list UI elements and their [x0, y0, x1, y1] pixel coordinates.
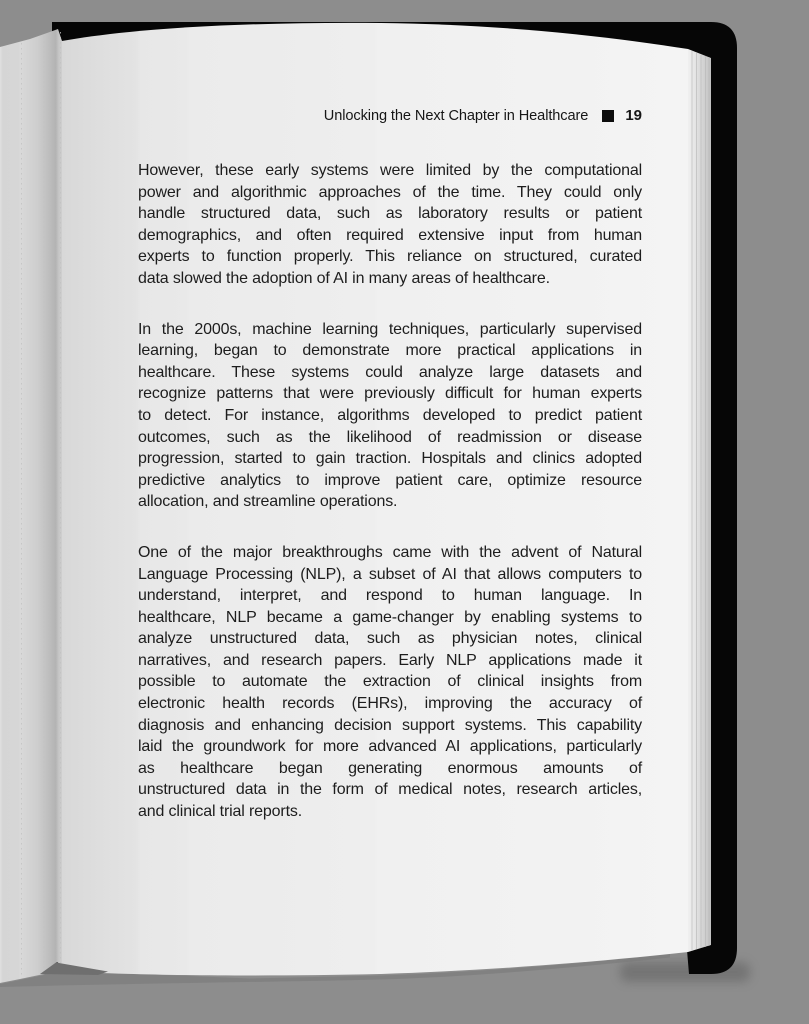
body-line: recognize patterns that were previously difficult for human experts: [138, 385, 642, 403]
body-line: progression, started to gain traction. Hospitals and clinics adopted: [138, 450, 642, 468]
body-line: data slowed the adoption of AI in many areas of healthcare.: [138, 269, 550, 287]
body-line: experts to function properly. This reliance on structured, curated: [138, 248, 642, 266]
body-line: unstructured data in the form of medical notes, research articles,: [138, 781, 642, 799]
body-line: Language Processing (NLP), a subset of AI that allows computers to: [138, 565, 642, 583]
body-line: possible to automate the extraction of clinical insights from: [138, 673, 642, 691]
body-line: demographics, and often required extensive input from human: [138, 226, 642, 244]
page-number: 19: [625, 107, 642, 124]
square-bullet-icon: [602, 110, 614, 122]
paragraph: [138, 319, 642, 513]
body-line: electronic health records (EHRs), improving the accuracy of: [138, 695, 642, 713]
body-line: as healthcare began generating enormous amounts of: [138, 759, 642, 777]
body-line: laid the groundwork for more advanced AI applications, particularly: [138, 738, 642, 756]
body-line: analyze unstructured data, such as physician notes, clinical: [138, 630, 642, 648]
body-line: allocation, and streamline operations.: [138, 493, 398, 511]
page-body: [138, 160, 642, 852]
running-title: Unlocking the Next Chapter in Healthcare: [323, 107, 589, 124]
page-header: [138, 107, 642, 124]
paragraph: [138, 542, 642, 823]
body-line: narratives, and research papers. Early NLP applications made it: [138, 651, 642, 669]
fore-edge-pages: [688, 49, 711, 952]
body-line: healthcare. These systems could analyze large datasets and: [138, 363, 642, 381]
body-line: In the 2000s, machine learning techniques, particularly supervised: [138, 320, 642, 338]
body-line: predictive analytics to improve patient care, optimize resource: [138, 471, 642, 489]
body-line: healthcare, NLP became a game-changer by enabling systems to: [138, 608, 642, 626]
body-line: power and algorithmic approaches of the time. They could only: [138, 183, 642, 201]
body-line: One of the major breakthroughs came with the advent of Natural: [138, 543, 642, 561]
paragraph: [138, 160, 642, 290]
body-line: However, these early systems were limited by the computational: [138, 162, 642, 179]
left-page-stack: [0, 29, 62, 983]
body-line: diagnosis and enhancing decision support systems. This capability: [138, 716, 642, 734]
body-line: learning, began to demonstrate more practical applications in: [138, 342, 642, 360]
body-line: and clinical trial reports.: [138, 803, 303, 821]
body-line: to detect. For instance, algorithms developed to predict patient: [138, 406, 642, 424]
body-line: understand, interpret, and respond to human language. In: [138, 587, 642, 605]
body-line: outcomes, such as the likelihood of readmission or disease: [138, 428, 642, 446]
body-line: handle structured data, such as laboratory results or patient: [138, 205, 642, 223]
